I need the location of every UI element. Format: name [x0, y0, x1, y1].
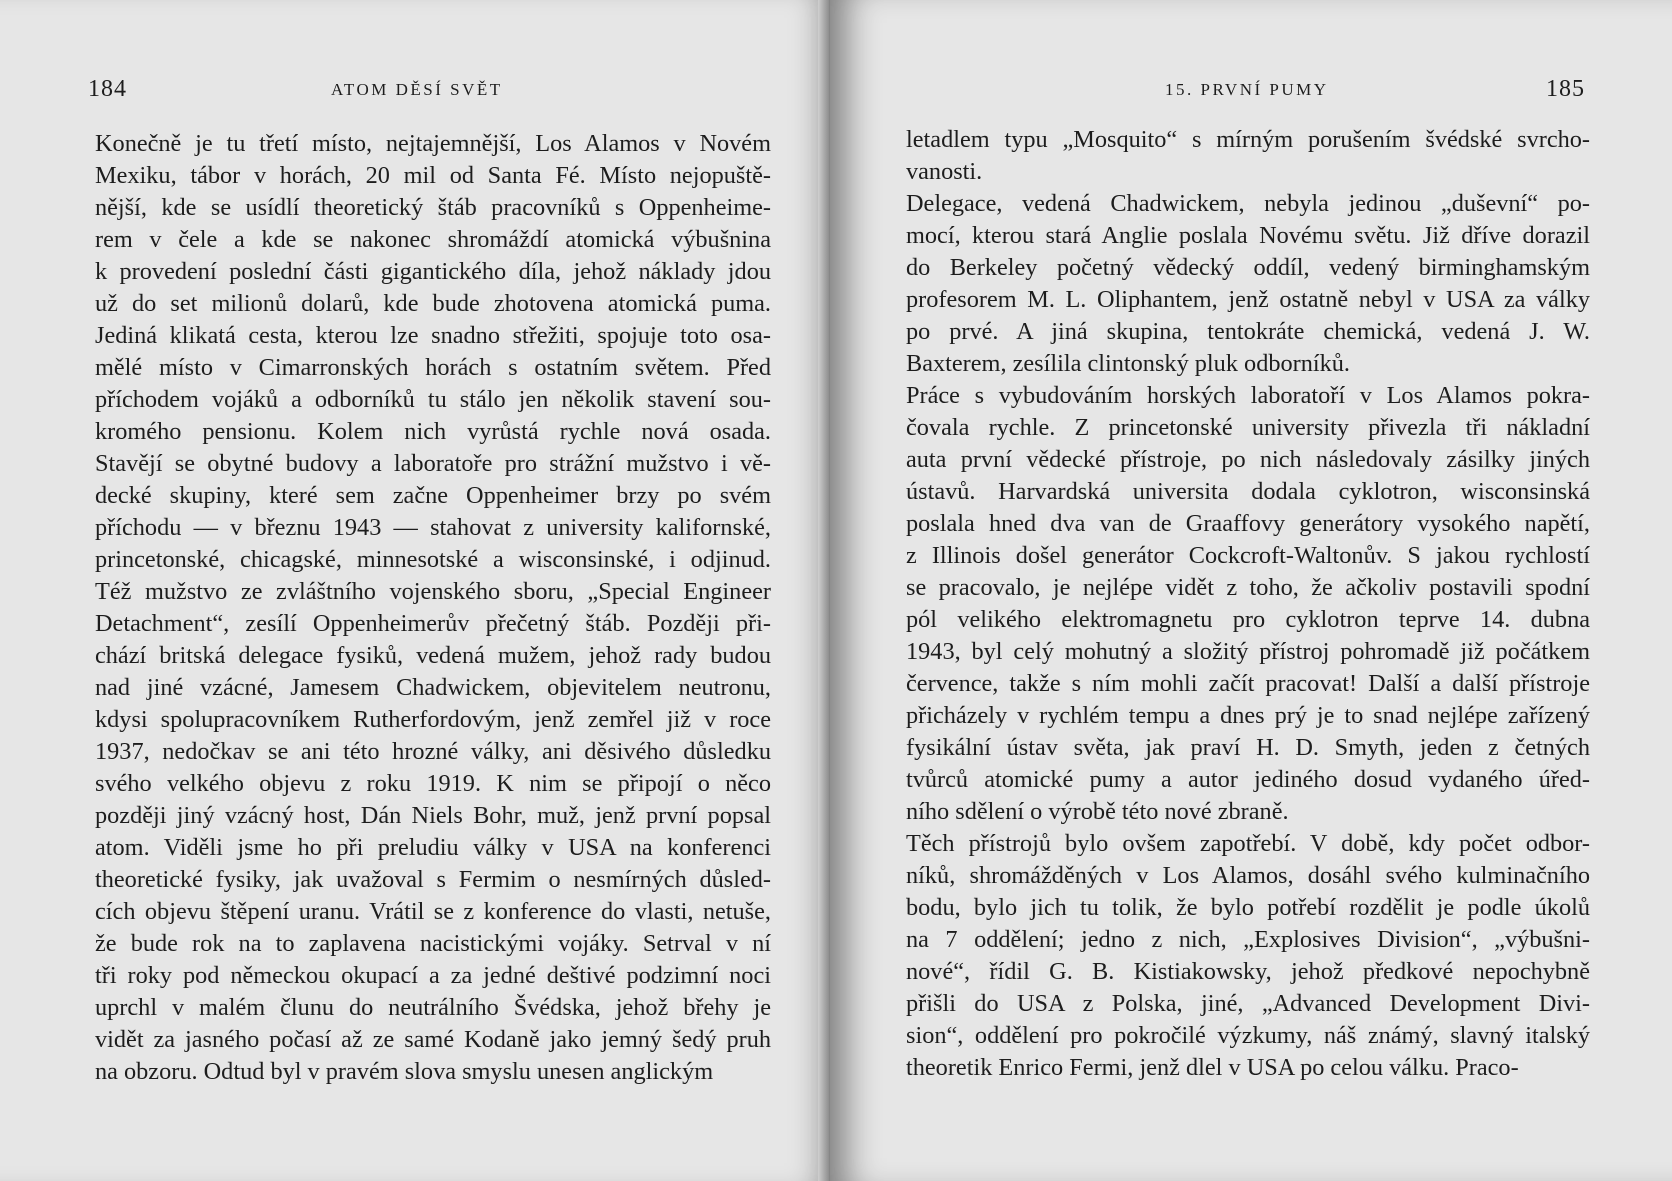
running-head: ATOM DĚSÍ SVĚT [331, 80, 503, 99]
text-line: čovala rychle. Z princetonské university přivezla tři nákladní [906, 414, 1590, 441]
text-line: fysikální ústav světa, jak praví H. D. Smyth, jeden z četných [906, 734, 1590, 761]
text-line: července, takže s ním mohli začít pracovat! Další a další přístroje [906, 670, 1590, 697]
text-line: profesorem M. L. Oliphantem, jenž ostatně nebyl v USA za války [906, 286, 1590, 313]
text-line: sion“, oddělení pro pokročilé výzkumy, náš známý, slavný italský [906, 1022, 1590, 1049]
text-line: příchodu — v březnu 1943 — stahovat z university kalifornské, [95, 514, 771, 541]
text-line: ního sdělení o výrobě této nové zbraně. [906, 798, 1289, 825]
text-line: Práce s vybudováním horských laboratoří v Los Alamos pokra- [906, 382, 1590, 409]
text-line: Baxterem, zesílila clintonský pluk odborníků. [906, 350, 1351, 377]
text-line: tvůrců atomické pumy a autor jediného dosud vydaného úřed- [906, 766, 1590, 793]
text-line: ústavů. Harvardská universita dodala cyklotron, wisconsinská [906, 478, 1590, 505]
text-line: Těch přístrojů bylo ovšem zapotřebí. V době, kdy počet odbor- [906, 830, 1590, 857]
text-line: že bude rok na to zaplavena nacistickými vojáky. Setrval v ní [95, 930, 771, 957]
page-number: 185 [1546, 76, 1585, 102]
text-line: později jiný vzácný host, Dán Niels Bohr, muž, jenž první popsal [95, 802, 771, 829]
text-line: svého velkého objevu z roku 1919. K nim se připojí o něco [95, 770, 771, 797]
page-number: 184 [88, 76, 127, 102]
text-line: rem v čele a kde se nakonec shromáždí atomická výbušnina [95, 226, 771, 253]
text-line: kdysi spolupracovníkem Rutherfordovým, jenž zemřel již v roce [95, 706, 771, 733]
text-line: cích objevu štěpení uranu. Vrátil se z konference do vlasti, netuše, [95, 898, 771, 925]
text-line: nější, kde se usídlí theoretický štáb pracovníků s Oppenheime- [95, 194, 771, 221]
running-head: 15. PRVNÍ PUMY [1165, 80, 1329, 99]
text-line: mělé místo v Cimarronských horách s ostatním světem. Před [95, 354, 771, 381]
text-line: Jediná klikatá cesta, kterou lze snadno střežiti, spojuje toto osa- [95, 322, 771, 349]
text-line: Též mužstvo ze zvláštního vojenského sboru, „Special Engineer [95, 578, 771, 605]
text-line: nové“, řídil G. B. Kistiakowsky, jehož předkové nepochybně [906, 958, 1590, 985]
text-line: k provedení poslední části gigantického díla, jehož náklady jdou [95, 258, 771, 285]
text-line: přišli do USA z Polska, jiné, „Advanced Development Divi- [906, 990, 1590, 1017]
text-line: theoretik Enrico Fermi, jenž dlel v USA po celou válku. Praco- [906, 1054, 1519, 1081]
text-line: Mexiku, tábor v horách, 20 mil od Santa Fé. Místo nejopuště- [95, 162, 771, 189]
text-line: přicházely v rychlém tempu a dnes prý je to snad nejlépe zařízený [906, 702, 1590, 729]
body-text [95, 128, 771, 1088]
text-line: letadlem typu „Mosquito“ s mírným porušením švédské svrcho- [906, 126, 1590, 153]
text-line: bodu, bylo jich tu tolik, že bylo potřebí rozdělit je podle úkolů [906, 894, 1590, 921]
text-line: 1943, byl celý mohutný a složitý přístroj pohromadě již počátkem [906, 638, 1590, 665]
left-page [0, 0, 830, 1181]
text-line: po prvé. A jiná skupina, tentokráte chemická, vedená J. W. [906, 318, 1590, 345]
text-line: se pracovalo, je nejlépe vidět z toho, že ačkoliv postavili spodní [906, 574, 1590, 601]
text-line: vidět za jasného počasí až ze samé Kodaně jako jemný šedý pruh [95, 1026, 771, 1053]
text-line: mocí, kterou stará Anglie poslala Novému světu. Již dříve dorazil [906, 222, 1590, 249]
text-line: už do set milionů dolarů, kde bude zhotovena atomická puma. [95, 290, 771, 317]
text-line: na 7 oddělení; jedno z nich, „Explosives Division“, „výbušni- [906, 926, 1590, 953]
text-line: vanosti. [906, 158, 983, 185]
body-text [906, 124, 1590, 1084]
text-line: uprchl v malém člunu do neutrálního Švédska, jehož břehy je [95, 994, 771, 1021]
text-line: atom. Viděli jsme ho při preludiu války v USA na konferenci [95, 834, 771, 861]
text-line: Detachment“, zesílí Oppenheimerův přečetný štáb. Později při- [95, 610, 771, 637]
text-line: theoretické fysiky, jak uvažoval s Fermim o nesmírných důsled- [95, 866, 771, 893]
text-line: auta první vědecké přístroje, po nich následovaly zásilky jiných [906, 446, 1590, 473]
text-line: z Illinois došel generátor Cockcroft-Waltonův. S jakou rychlostí [906, 542, 1590, 569]
text-line: 1937, nedočkav se ani této hrozné války, ani děsivého důsledku [95, 738, 771, 765]
right-page [830, 0, 1672, 1181]
text-line: Stavějí se obytné budovy a laboratoře pro strážní mužstvo i vě- [95, 450, 771, 477]
text-line: příchodem vojáků a odborníků tu stálo jen několik stavení sou- [95, 386, 771, 413]
text-line: chází britská delegace fysiků, vedená mužem, jehož rady budou [95, 642, 771, 669]
text-line: do Berkeley početný vědecký oddíl, vedený birminghamským [906, 254, 1590, 281]
text-line: tři roky pod německou okupací a za jedné deštivé podzimní noci [95, 962, 771, 989]
text-line: decké skupiny, které sem začne Oppenheimer brzy po svém [95, 482, 771, 509]
text-line: níků, shromážděných v Los Alamos, dosáhl svého kulminačního [906, 862, 1590, 889]
text-line: Delegace, vedená Chadwickem, nebyla jedinou „duševní“ po- [906, 190, 1590, 217]
text-line: kromého pensionu. Kolem nich vyrůstá rychle nová osada. [95, 418, 771, 445]
text-line: na obzoru. Odtud byl v pravém slova smyslu unesen anglickým [95, 1058, 714, 1085]
text-line: Konečně je tu třetí místo, nejtajemnější, Los Alamos v Novém [95, 130, 771, 157]
text-line: poslala hned dva van de Graaffovy generátory vysokého napětí, [906, 510, 1590, 537]
text-line: nad jiné vzácné, Jamesem Chadwickem, objevitelem neutronu, [95, 674, 771, 701]
text-line: pól velikého elektromagnetu pro cyklotron teprve 14. dubna [906, 606, 1590, 633]
text-line: princetonské, chicagské, minnesotské a wisconsinské, i odjinud. [95, 546, 771, 573]
